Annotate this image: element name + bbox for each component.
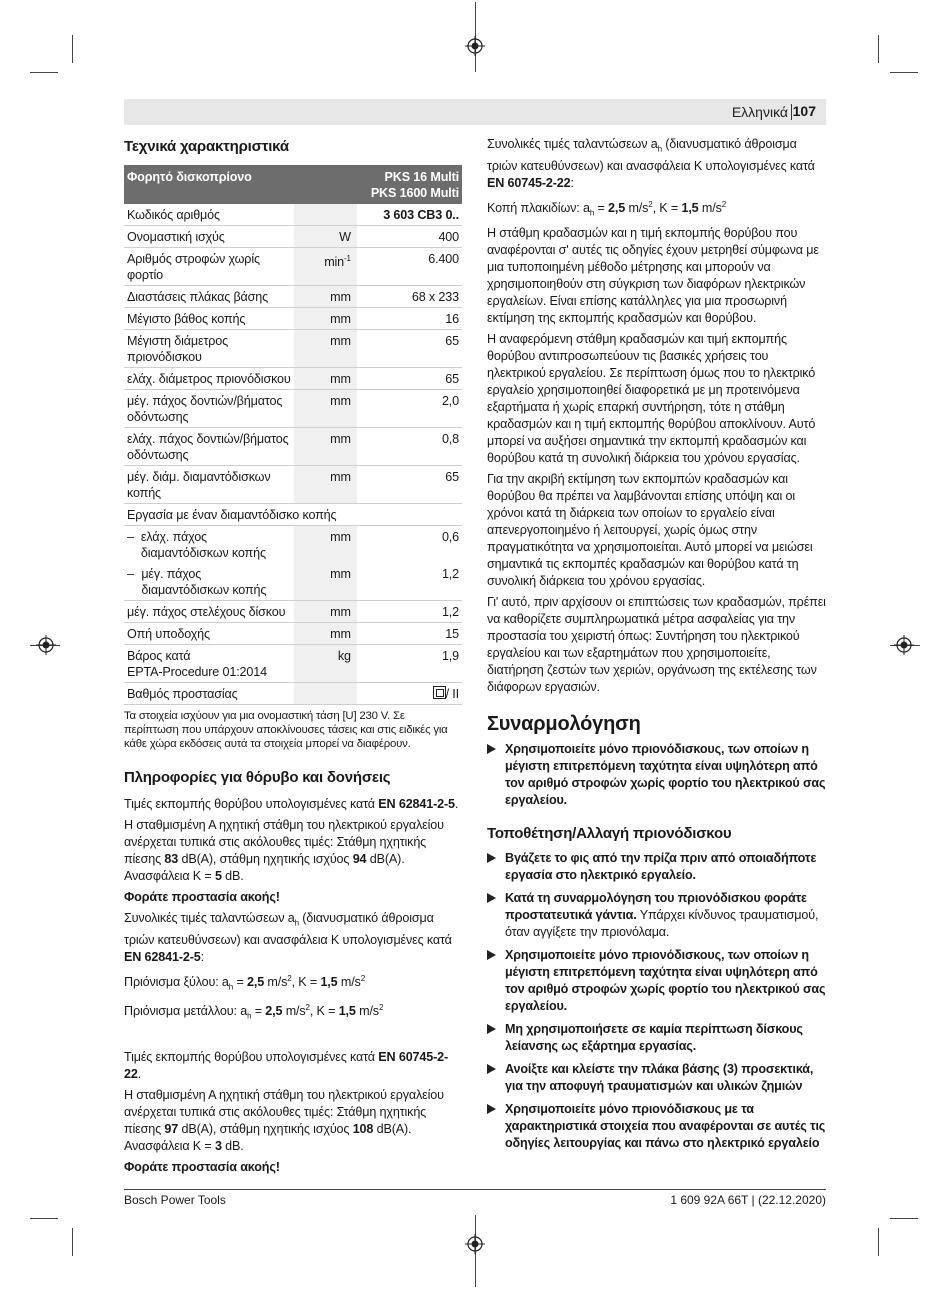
footer-divider [124, 1189, 826, 1190]
vibration-value: Κοπή πλακιδίων: $a_h = 2,5$ $m/s^2$, K = 1,5 $m/s^2$ [487, 199, 727, 218]
bullet-arrow-icon [487, 744, 496, 754]
table-row: Μέγιστο βάθος κοπής mm 16 [124, 308, 462, 330]
list-item: Κατά τη συναρμολόγηση του πριονόδισκου φοράτε προστατευτικά γάντια. Υπάρχει κίνδυνος τραυματισμού, όταν αγγίξετε την πριονόλαμα. [487, 890, 826, 941]
table-row: μέγ. πάχος στελέχους δίσκου mm 1,2 [124, 601, 462, 623]
paragraph: Συνολικές τιμές ταλαντώσεων $a_h$ (διανυσματικό άθροισμα τριών κατευθύνσεων) και ανασφάλεια K υπολογισμένες κατά EN 60745-2-22: [487, 137, 815, 190]
table-row: Αριθμός στροφών χωρίς φορτίο $\min^{-1}$ 6.400 [124, 248, 462, 286]
paragraph: Η σταθμισμένη Α ηχητική στάθμη του ηλεκτρικού εργαλείου ανέρχεται τυπικά στις ακόλουθες τιμές: Στάθμη ηχητικής πίεσης 83 dB(A), στάθμη ηχητικής ισχύος 94 dB(A). Ανασφάλεια K = 5 dB. [124, 818, 444, 883]
paragraph: Για την ακριβή εκτίμηση των εκπομπών κραδασμών και θορύβου θα πρέπει να λαμβάνονται επίσης υπόψη και οι χρόνοι κατά τη διάρκεια των οποίων το εργαλείο είναι απενεργοποιημένο ή λειτουργεί, χωρίς όμως στην πραγματικότητα να χρησιμοποιείται. Αυτό μπορεί να μειώσει σημαντικά τις εκπομπές κραδασμών και θορύβου κατά τη συνολική διάρκεια του χρόνου εργασίας. [487, 472, 813, 589]
table-row: ελάχ. διάμετρος πριονόδισκου mm 65 [124, 368, 462, 390]
model-name: PKS 1600 Multi [370, 186, 459, 200]
specs-header-models [357, 165, 462, 204]
paragraph: Τιμές εκπομπής θορύβου υπολογισμένες κατά EN 60745-2-22. [124, 1049, 449, 1081]
specs-table-header [124, 165, 462, 204]
list-item: Μη χρησιμοποιήσετε σε καμία περίπτωση δίσκους λείανσης ως εξάρτημα εργασίας. [487, 1021, 826, 1055]
bullet-arrow-icon [487, 950, 496, 960]
table-row: Οπή υποδοχής mm 15 [124, 623, 462, 645]
table-row: ελάχ. πάχος δοντιών/βήματος οδόντωσης mm 0,8 [124, 428, 462, 466]
specs-note: Τα στοιχεία ισχύουν για μια ονομαστική τάση [U] 230 V. Σε περίπτωση που υπάρχουν αποκλίνουσες τάσεις και στις ειδικές για κάθε χώρα εκδόσεις αυτά τα στοιχεία μπορεί να διαφέρουν. [124, 710, 448, 750]
table-row: Κωδικός αριθμός 3 603 CB3 0.. [124, 204, 462, 226]
table-row: μέγ. πάχος δοντιών/βήματος οδόντωσης mm 2,0 [124, 390, 462, 428]
crop-mark [72, 35, 73, 63]
crop-mark [890, 1218, 918, 1219]
mount-title: Τοποθέτηση/Αλλαγή πριονόδισκου [487, 825, 732, 843]
table-row: μέγ. διάμ. διαμαντόδισκων κοπής mm 65 [124, 466, 462, 504]
footer-doc-code: 1 609 92A 66T | (22.12.2020) [670, 1193, 826, 1207]
bullet-arrow-icon [487, 853, 496, 863]
page-number: 107 [792, 103, 816, 119]
table-row [124, 504, 462, 526]
crop-mark [878, 1228, 879, 1256]
crop-mark [72, 1228, 73, 1256]
list-item: Βγάζετε το φις από την πρίζα πριν από οποιαδήποτε εργασία στο ηλεκτρικό εργαλείο. [487, 850, 826, 884]
right-column [487, 136, 826, 1158]
warning-text: Φοράτε προστασία ακοής! [124, 1159, 280, 1174]
table-section-label: Εργασία με έναν διαμαντόδισκο κοπής [124, 504, 462, 526]
warning-text: Φοράτε προστασία ακοής! [124, 890, 280, 904]
table-row: – ελάχ. πάχος διαμαντόδισκων κοπής mm 0,6 [124, 526, 462, 564]
registration-mark-icon [465, 36, 485, 56]
left-column [124, 136, 462, 1180]
bullet-arrow-icon [487, 893, 496, 903]
table-row: Βαθμός προστασίας / II [124, 683, 462, 705]
table-row: Διαστάσεις πλάκας βάσης mm 68 x 233 [124, 286, 462, 308]
paragraph: Η σταθμισμένη Α ηχητική στάθμη του ηλεκτρικού εργαλείου ανέρχεται τυπικά στις ακόλουθες τιμές: Στάθμη ηχητικής πίεσης 97 dB(A), στάθμη ηχητικής ισχύος 108 dB(A). Ανασφάλεια K = 3 dB. [124, 1087, 444, 1153]
header-language: Ελληνικά [731, 104, 788, 120]
table-row: Μέγιστη διάμετρος πριονόδισκου mm 65 [124, 330, 462, 368]
vibration-value: Πριόνισμα ξύλου: $a_h = 2,5$ $m/s^2$, K = 1,5 $m/s^2$ [124, 973, 365, 992]
registration-mark-icon [465, 1234, 485, 1254]
crop-mark [30, 1218, 58, 1219]
paragraph: Τιμές εκπομπής θορύβου υπολογισμένες κατά EN 62841-2-5. [124, 797, 459, 811]
specs-table [124, 165, 462, 705]
list-item: Χρησιμοποιείτε μόνο πριονόδισκους, των οποίων η μέγιστη επιτρεπόμενη ταχύτητα είναι υψηλότερη από τον αριθμό στροφών χωρίς φορτίο του ηλεκτρικού σας εργαλείου. [487, 947, 826, 1015]
paragraph: Η στάθμη κραδασμών και η τιμή εκπομπής θορύβου που αναφέρονται σ' αυτές τις οδηγίες έχουν μετρηθεί σύμφωνα με μια τυποποιημένη μέθοδο μέτρησης και μπορούν να χρησιμοποιηθούν στη σύγκριση των διαφόρων ηλεκτρικών εργαλείων. Είναι επίσης κατάλληλες για μια προσωρινή εκτίμηση της εκπομπής κραδασμών και θορύβου. [487, 226, 819, 326]
registration-mark-icon [894, 635, 914, 655]
registration-mark-icon [36, 635, 56, 655]
model-name: PKS 16 Multi [384, 170, 459, 184]
assembly-title: Συναρμολόγηση [487, 713, 641, 736]
crop-mark [30, 72, 58, 73]
protection-class-icon [433, 686, 446, 699]
bullet-arrow-icon [487, 1104, 496, 1114]
table-row: – μέγ. πάχος διαμαντόδισκων κοπής mm 1,2 [124, 563, 462, 601]
specs-title: Τεχνικά χαρακτηριστικά [124, 138, 289, 155]
list-item: Ανοίξτε και κλείστε την πλάκα βάσης (3) προσεκτικά, για την αποφυγή τραυματισμών και υλικών ζημιών [487, 1061, 826, 1095]
list-item: Χρησιμοποιείτε μόνο πριονόδισκους, των οποίων η μέγιστη επιτρεπόμενη ταχύτητα είναι υψηλότερη από τον αριθμό στροφών χωρίς φορτίο του ηλεκτρικού σας εργαλείου. [487, 741, 826, 809]
bullet-arrow-icon [487, 1064, 496, 1074]
table-row: Ονομαστική ισχύς W 400 [124, 226, 462, 248]
page-header [124, 99, 826, 125]
list-item: Χρησιμοποιείτε μόνο πριονόδισκους με τα χαρακτηριστικά στοιχεία που αναφέρονται σε αυτές τις οδηγίες λειτουργίας και πάνω στο ηλεκτρικό εργαλείο [487, 1101, 826, 1152]
crop-mark [878, 35, 879, 63]
vibration-value: Πριόνισμα μετάλλου: $a_h = 2,5$ $m/s^2$, K = 1,5 $m/s^2$ [124, 1003, 384, 1021]
paragraph: Συνολικές τιμές ταλαντώσεων $a_h$ (διανυσματικό άθροισμα τριών κατευθύνσεων) και ανασφάλεια K υπολογισμένες κατά EN 62841-2-5: [124, 911, 452, 964]
paragraph: Γι' αυτό, πριν αρχίσουν οι επιπτώσεις των κραδασμών, πρέπει να καθορίζετε συμπληρωματικά μέτρα ασφαλείας για την προστασία του χειριστή όπως: Συντήρηση του ηλεκτρικού εργαλείου και των εξαρτημάτων που χρησιμοποιείτε, διατήρηση ζεστών των χεριών, οργάνωση της εκτέλεσης των διάφορων εργασιών. [487, 595, 826, 695]
crop-mark [890, 72, 918, 73]
bullet-arrow-icon [487, 1024, 496, 1034]
specs-header-label: Φορητό δισκοπρίονο [124, 165, 294, 204]
footer-brand: Bosch Power Tools [124, 1193, 226, 1207]
table-row: Βάρος κατά EPTA-Procedure 01:2014 kg 1,9 [124, 645, 462, 683]
noise-title: Πληροφορίες για θόρυβο και δονήσεις [124, 769, 391, 786]
paragraph: Η αναφερόμενη στάθμη κραδασμών και τιμή εκπομπής θορύβου αντιπροσωπεύουν τις βασικές χρήσεις του ηλεκτρικού εργαλείου. Σε περίπτωση όμως που το ηλεκτρικό εργαλείο χρησιμοποιηθεί διαφορετικά με μη προτεινόμενα εξαρτήματα ή χωρίς επαρκή συντήρηση, τότε η στάθμη κραδασμών και η τιμή εκπομπής θορύβου αποκλίνουν. Αυτό μπορεί να αυξήσει σημαντικά την εκπομπή κραδασμών και θορύβου κατά τη συνολική διάρκεια του χρόνου εργασίας. [487, 332, 816, 466]
